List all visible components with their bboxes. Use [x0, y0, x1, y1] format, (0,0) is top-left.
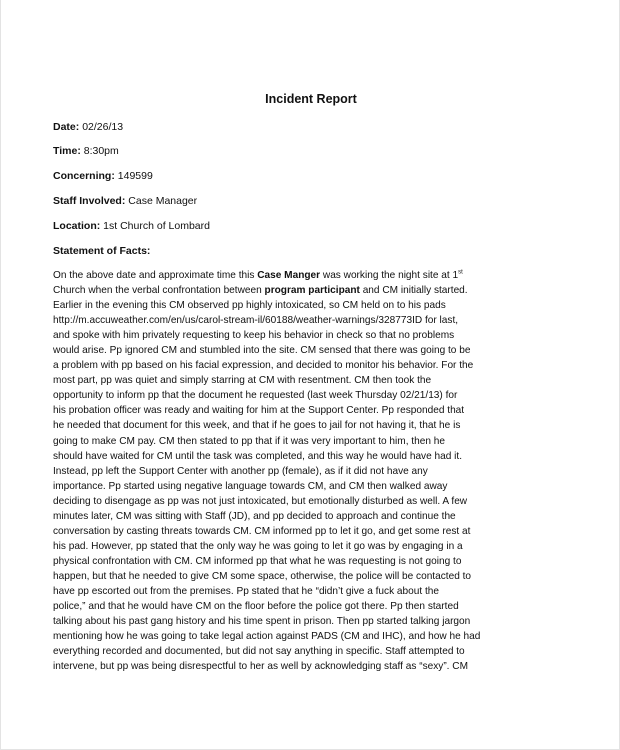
staff-involved-label: Staff Involved: [53, 195, 126, 207]
location-field [53, 220, 210, 232]
statement-line: would arise. Pp ignored CM and stumbled into the site. CM sensed that there was going to be [53, 345, 471, 357]
time-field [53, 145, 119, 157]
location-label: Location: [53, 220, 101, 232]
statement-line: he needed that document for this week, and that if he goes to jail for not having it, that he is [53, 420, 461, 432]
statement-line: most part, pp was quiet and simply starring at CM with resentment. CM then took the [53, 375, 432, 387]
statement-line: intervene, but pp was being disrespectful to her as well by acknowledging staff as “sexy”. CM [53, 661, 468, 673]
statement-text: was working the night site at 1 [320, 270, 459, 281]
statement-line: mentioning how he was going to take legal action against PADS (CM and IHC), and how he had [53, 631, 481, 643]
statement-line: have pp escorted out from the premises. Pp stated that he “didn’t give a fuck about the [53, 585, 440, 597]
statement-line: everything recorded and documented, but did not say anything in specific. Staff attempted to [53, 646, 465, 658]
program-participant-emphasis: program participant [264, 285, 360, 297]
statement-line [53, 283, 573, 298]
statement-text: and CM initially started. [359, 285, 468, 297]
statement-line: minutes later, CM was sitting with Staff (JD), and pp decided to approach and continue the [53, 510, 456, 522]
statement-body [53, 268, 573, 674]
statement-line: happen, but that he needed to give CM some space, otherwise, the police will be contacted to [53, 570, 472, 582]
statement-line: Earlier in the evening this CM observed pp highly intoxicated, so CM held on to his pads [53, 300, 446, 312]
statement-line [53, 268, 573, 283]
statement-line: Instead, pp left the Support Center with another pp (female), as if it did not have any [53, 465, 428, 477]
report-title: Incident Report [265, 92, 357, 106]
statement-line: police,” and that he would have CM on the floor before the police got there. Pp then started [53, 601, 459, 613]
staff-involved-value: Case Manager [128, 195, 198, 207]
date-label: Date: [53, 121, 80, 133]
statement-line: going to make CM pay. CM then stated to pp that if it was very important to him, then he [53, 435, 445, 447]
date-value: 02/26/13 [82, 121, 124, 133]
ordinal-suffix: st [458, 269, 463, 276]
statement-line: deciding to disengage as pp was not just intoxicated, but emotionally disturbed as well. A few [53, 495, 468, 507]
statement-line: should have waited for CM until the task was completed, and this way he would have had it. [53, 450, 463, 462]
statement-line: http://m.accuweather.com/en/us/carol-stream-il/60188/weather-warnings/328773ID for last, [53, 315, 459, 327]
concerning-value: 149599 [117, 170, 153, 182]
statement-line: physical confrontation with CM. CM informed pp that what he was requesting is not going to [53, 555, 462, 567]
location-value: 1st Church of Lombard [103, 220, 210, 232]
case-manager-emphasis: Case Manger [257, 270, 321, 281]
statement-line: a problem with pp based on his facial expression, and decided to monitor his behavior. For the [53, 360, 474, 372]
time-label: Time: [53, 145, 81, 157]
statement-line: his pad. However, pp stated that the only way he was going to let it go was by engaging in a [53, 540, 463, 552]
statement-line: conversation by casting threats towards CM. CM informed pp to let it go, and get some rest at [53, 525, 471, 537]
statement-line: importance. Pp started using negative language towards CM, and CM then walked away [53, 480, 448, 492]
date-field [53, 121, 123, 133]
concerning-field [53, 170, 153, 182]
statement-line: talking about his past gang history and his time spent in prison. Then pp started talking jargon [53, 616, 471, 628]
statement-text: On the above date and approximate time this [53, 270, 258, 281]
statement-line: and spoke with him privately requesting to keep his behavior in check so that no problems [53, 330, 455, 342]
time-value: 8:30pm [83, 145, 119, 157]
staff-involved-field [53, 195, 197, 207]
statement-text: Church when the verbal confrontation between [53, 285, 265, 297]
concerning-label: Concerning: [53, 170, 115, 182]
statement-heading: Statement of Facts: [53, 245, 151, 257]
statement-line: opportunity to inform pp that the document he requested (last week Thursday 02/21/13) for [53, 390, 458, 402]
statement-line: his probation officer was ready and waiting for him at the Support Center. Pp responded that [53, 405, 465, 417]
